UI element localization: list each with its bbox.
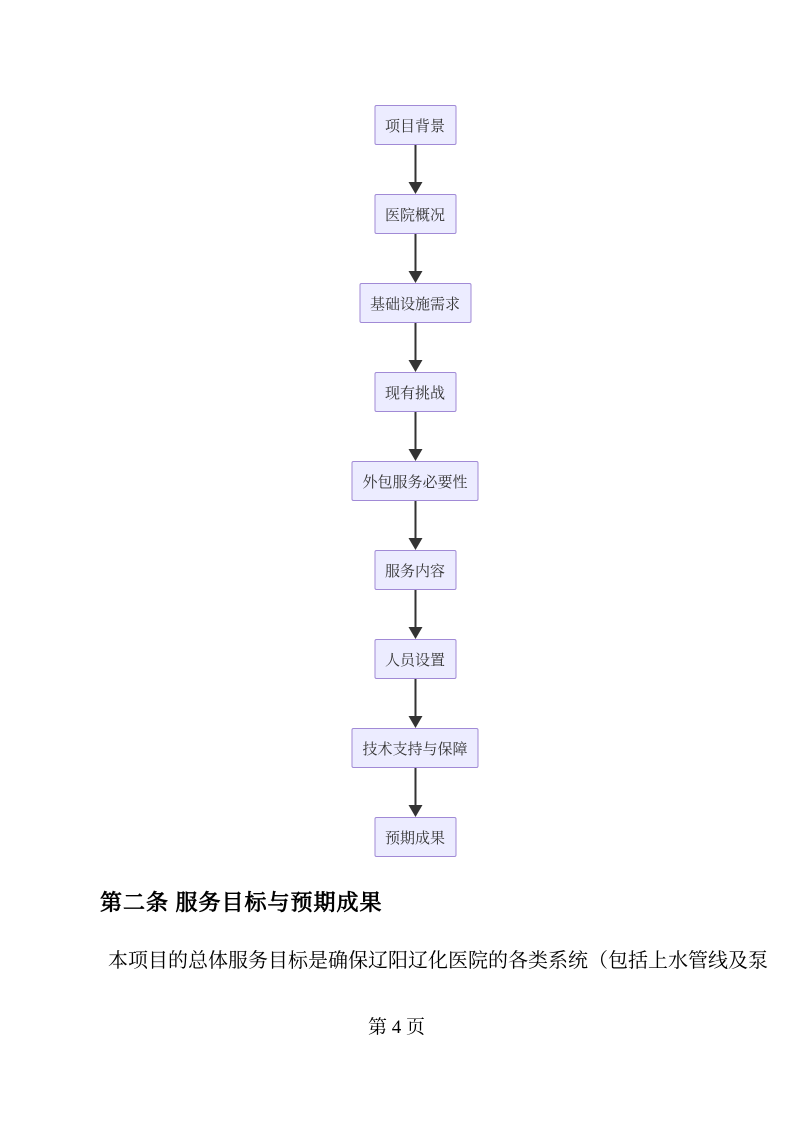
arrow-down — [408, 412, 422, 461]
arrow-line — [414, 145, 416, 182]
arrow-down — [408, 768, 422, 817]
flowchart-node-service-content — [374, 550, 456, 590]
node-label: 技术支持与保障 — [362, 740, 468, 758]
flowchart-node-infrastructure-needs — [359, 283, 471, 323]
arrow-down — [408, 679, 422, 728]
arrow-line — [414, 679, 416, 716]
flowchart-node-personnel-setup — [374, 639, 456, 679]
flowchart-node-project-background — [374, 105, 456, 145]
arrowhead-down-icon — [408, 271, 422, 283]
flowchart-node-current-challenges — [374, 372, 456, 412]
arrowhead-down-icon — [408, 538, 422, 550]
arrowhead-down-icon — [408, 182, 422, 194]
node-label: 医院概况 — [384, 206, 446, 224]
node-label: 服务内容 — [384, 562, 446, 580]
arrowhead-down-icon — [408, 805, 422, 817]
node-label: 人员设置 — [384, 651, 446, 669]
arrow-down — [408, 145, 422, 194]
flowchart-node-technical-support — [351, 728, 478, 768]
arrow-line — [414, 768, 416, 805]
arrowhead-down-icon — [408, 360, 422, 372]
arrow-down — [408, 590, 422, 639]
arrowhead-down-icon — [408, 627, 422, 639]
arrowhead-down-icon — [408, 716, 422, 728]
arrow-line — [414, 590, 416, 627]
arrow-down — [408, 501, 422, 550]
arrowhead-down-icon — [408, 449, 422, 461]
node-label: 预期成果 — [384, 829, 446, 847]
arrow-line — [414, 412, 416, 449]
flowchart-node-outsourcing-necessity — [351, 461, 478, 501]
flowchart-node-expected-results — [374, 817, 456, 857]
node-label: 基础设施需求 — [369, 295, 461, 313]
arrow-down — [408, 323, 422, 372]
arrow-down — [408, 234, 422, 283]
body-paragraph: 本项目的总体服务目标是确保辽阳辽化医院的各类系统（包括上水管线及泵 — [108, 950, 768, 972]
flowchart — [351, 105, 478, 857]
node-label: 外包服务必要性 — [362, 473, 468, 491]
arrow-line — [414, 234, 416, 271]
node-label: 现有挑战 — [384, 384, 446, 402]
arrow-line — [414, 323, 416, 360]
page-number-footer: 第 4 页 — [367, 1017, 425, 1038]
section-heading: 第二条 服务目标与预期成果 — [100, 890, 383, 915]
flowchart-node-hospital-overview — [374, 194, 456, 234]
node-label: 项目背景 — [384, 117, 446, 135]
arrow-line — [414, 501, 416, 538]
